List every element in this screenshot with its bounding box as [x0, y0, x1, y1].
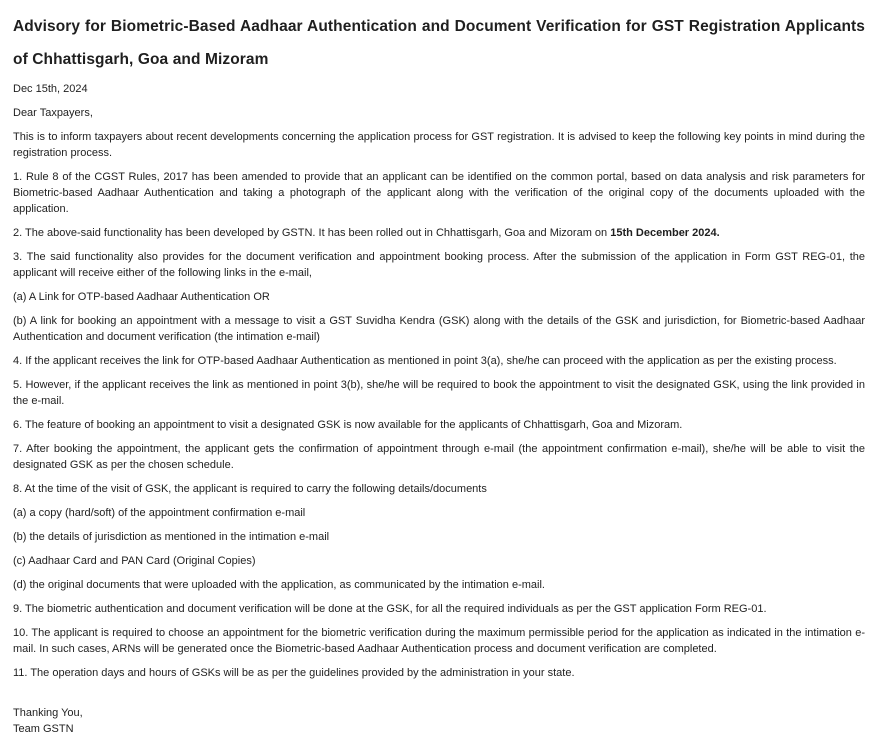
point-8: 8. At the time of the visit of GSK, the applicant is required to carry the following details/documents — [13, 483, 487, 495]
point-2-text: 2. The above-said functionality has been developed by GSTN. It has been rolled out in Chhattisgarh, Goa and Mizoram on — [13, 227, 611, 239]
signoff — [13, 705, 865, 737]
point-5: 5. However, if the applicant receives the link as mentioned in point 3(b), she/he will be required to book the appointment to visit the designated GSK, using the link provided in the e-mail. — [13, 379, 865, 407]
advisory-title: Advisory for Biometric-Based Aadhaar Authentication and Document Verification for GST Registration Applicants of Chhattisgarh, Goa and Mizoram — [13, 18, 865, 68]
salutation: Dear Taxpayers, — [13, 107, 93, 119]
intro-paragraph: This is to inform taxpayers about recent developments concerning the application process for GST registration. It is advised to keep the following key points in mind during the registration process. — [13, 131, 865, 159]
point-8a: (a) a copy (hard/soft) of the appointment confirmation e-mail — [13, 507, 306, 519]
point-9: 9. The biometric authentication and document verification will be done at the GSK, for all the required individuals as per the GST application Form REG-01. — [13, 603, 767, 615]
point-4: 4. If the applicant receives the link for OTP-based Aadhaar Authentication as mentioned in point 3(a), she/he can proceed with the application as per the existing process. — [13, 355, 837, 367]
point-10: 10. The applicant is required to choose an appointment for the biometric verification during the maximum permissible period for the application as indicated in the intimation e-mail. In such cases, ARNs will be generated once the Biometric-based Aadhaar Authentication process and document verification are completed. — [13, 627, 865, 655]
point-11: 11. The operation days and hours of GSKs will be as per the guidelines provided by the administration in your state. — [13, 667, 575, 679]
point-6: 6. The feature of booking an appointment to visit a designated GSK is now available for the applicants of Chhattisgarh, Goa and Mizoram. — [13, 419, 683, 431]
point-7: 7. After booking the appointment, the applicant gets the confirmation of appointment through e-mail (the appointment confirmation e-mail), she/he will be able to visit the designated GSK as per the chosen schedule. — [13, 443, 865, 471]
point-3: 3. The said functionality also provides for the document verification and appointment booking process. After the submission of the application in Form GST REG-01, the applicant will receive either of the following links in the e-mail, — [13, 251, 865, 279]
point-8d: (d) the original documents that were uploaded with the application, as communicated by the intimation e-mail. — [13, 579, 545, 591]
closing-text: Thanking You, — [13, 707, 83, 719]
point-3a: (a) A Link for OTP-based Aadhaar Authentication OR — [13, 291, 270, 303]
point-3b: (b) A link for booking an appointment with a message to visit a GST Suvidha Kendra (GSK) along with the details of the GSK and jurisdiction, for Biometric-based Aadhaar Authentication and document verification (the intimation e-mail) — [13, 315, 865, 343]
point-1: 1. Rule 8 of the CGST Rules, 2017 has been amended to provide that an applicant can be identified on the common portal, based on data analysis and risk parameters for Biometric-based Aadhaar Authentication and taking a photograph of the applicant along with the verification of the original copy of the documents uploaded with the application. — [13, 171, 865, 215]
point-8b: (b) the details of jurisdiction as mentioned in the intimation e-mail — [13, 531, 330, 543]
point-2-date: 15th December 2024. — [610, 227, 720, 239]
signature-text: Team GSTN — [13, 723, 74, 735]
advisory-date: Dec 15th, 2024 — [13, 83, 88, 95]
point-8c: (c) Aadhaar Card and PAN Card (Original Copies) — [13, 555, 256, 567]
point-2 — [13, 225, 865, 241]
